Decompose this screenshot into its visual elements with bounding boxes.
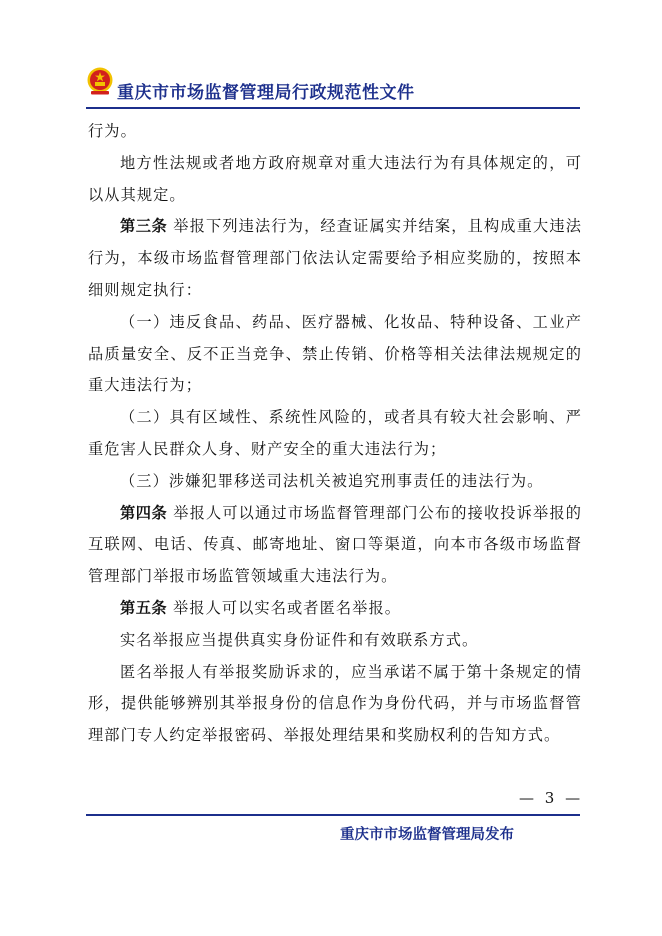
article-heading: 第五条: [120, 598, 168, 617]
paragraph-text: 行为。: [88, 122, 137, 140]
article-paragraph: [88, 593, 582, 625]
paragraph: [88, 148, 582, 212]
article-paragraph: [88, 211, 582, 306]
paragraph: [88, 625, 582, 657]
article-paragraph: [88, 498, 582, 593]
paragraph-text: （二）具有区域性、系统性风险的，或者具有较大社会影响、严重危害人民群众人身、财产安全的重大违法行为；: [88, 408, 582, 458]
paragraph-text: 匿名举报人有举报奖励诉求的，应当承诺不属于第十条规定的情形，提供能够辨别其举报身份的信息作为身份代码，并与市场监督管理部门专人约定举报密码、举报处理结果和奖励权利的告知方式。: [88, 662, 582, 745]
header-divider: [86, 107, 580, 109]
paragraph-text: 举报下列违法行为，经查证属实并结案，且构成重大违法行为，本级市场监督管理部门依法认定需要给予相应奖励的，按照本细则规定执行：: [88, 217, 583, 299]
article-heading: 第三条: [120, 217, 168, 236]
list-item: [88, 402, 582, 466]
footer-divider: [86, 814, 580, 816]
header-title: 重庆市市场监督管理局行政规范性文件: [117, 83, 415, 103]
list-item: [88, 466, 582, 498]
paragraph-text: 地方性法规或者地方政府规章对重大违法行为有具体规定的，可以从其规定。: [88, 153, 582, 204]
list-item: [88, 307, 582, 402]
paragraph-text: 实名举报应当提供真实身份证件和有效联系方式。: [120, 630, 479, 649]
article-heading: 第四条: [120, 503, 168, 522]
publisher-label: 重庆市市场监督管理局发布: [340, 827, 514, 843]
paragraph: [88, 116, 582, 148]
document-body: [88, 116, 582, 752]
page-number: — 3 —: [519, 789, 584, 807]
national-emblem-icon: [86, 66, 114, 96]
paragraph-text: （三）涉嫌犯罪移送司法机关被追究刑事责任的违法行为。: [120, 471, 544, 490]
paragraph-text: 举报人可以通过市场监督管理部门公布的接收投诉举报的互联网、电话、传真、邮寄地址、窗口等渠道，向本市各级市场监督管理部门举报市场监管领域重大违法行为。: [88, 503, 583, 586]
paragraph-text: （一）违反食品、药品、医疗器械、化妆品、特种设备、工业产品质量安全、反不正当竞争、禁止传销、价格等相关法律法规规定的重大违法行为；: [88, 312, 582, 395]
paragraph: [88, 657, 582, 752]
paragraph-text: 举报人可以实名或者匿名举报。: [173, 598, 402, 617]
